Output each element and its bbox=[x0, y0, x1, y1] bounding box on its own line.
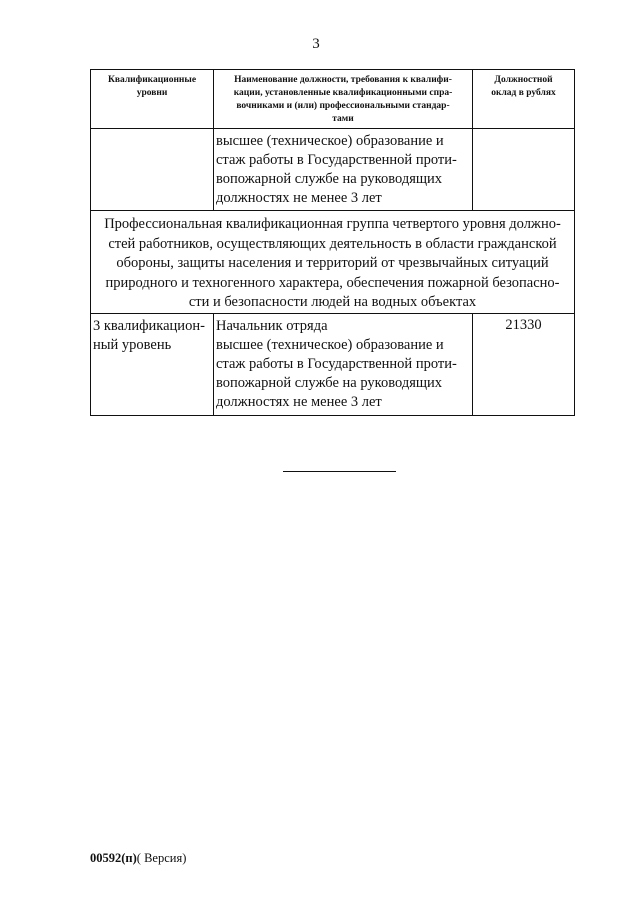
document-version: ( Версия) bbox=[136, 851, 187, 865]
end-divider-line bbox=[283, 471, 396, 472]
cell-level bbox=[91, 129, 214, 211]
header-salary: Должностной оклад в рублях bbox=[473, 70, 575, 129]
cell-salary: 21330 bbox=[473, 313, 575, 415]
group-heading-row bbox=[91, 211, 575, 314]
group-heading-cell: Профессиональная квалификационная группа четвертого уровня должно- стей работников, осуществляющих деятельность в области гражданской обороны, защиты населения и территорий от чрезвычайных ситуаций природного и техногенного характера, обеспечения пожарной безопасно- сти и безопасности людей на водных объектах bbox=[91, 211, 575, 314]
cell-requirements: Начальник отряда высшее (техническое) образование и стаж работы в Государственной проти- вопожарной службе на руководящих должностях не менее 3 лет bbox=[214, 313, 473, 415]
table-row bbox=[91, 313, 575, 415]
cell-salary bbox=[473, 129, 575, 211]
table-header-row bbox=[91, 70, 575, 129]
cell-level: 3 квалификацион- ный уровень bbox=[91, 313, 214, 415]
cell-requirements: высшее (техническое) образование и стаж работы в Государственной проти- вопожарной службе на руководящих должностях не менее 3 лет bbox=[214, 129, 473, 211]
document-code: 00592(п) bbox=[90, 851, 137, 865]
qualification-table bbox=[90, 69, 575, 416]
document-footer bbox=[90, 851, 186, 866]
header-position-requirements: Наименование должности, требования к квалифи- кации, установленные квалификационными спра- вочниками и (или) профессиональными стандар- тами bbox=[214, 70, 473, 129]
header-qualification-levels: Квалификационные уровни bbox=[91, 70, 214, 129]
table-row bbox=[91, 129, 575, 211]
page-number: 3 bbox=[312, 36, 320, 52]
